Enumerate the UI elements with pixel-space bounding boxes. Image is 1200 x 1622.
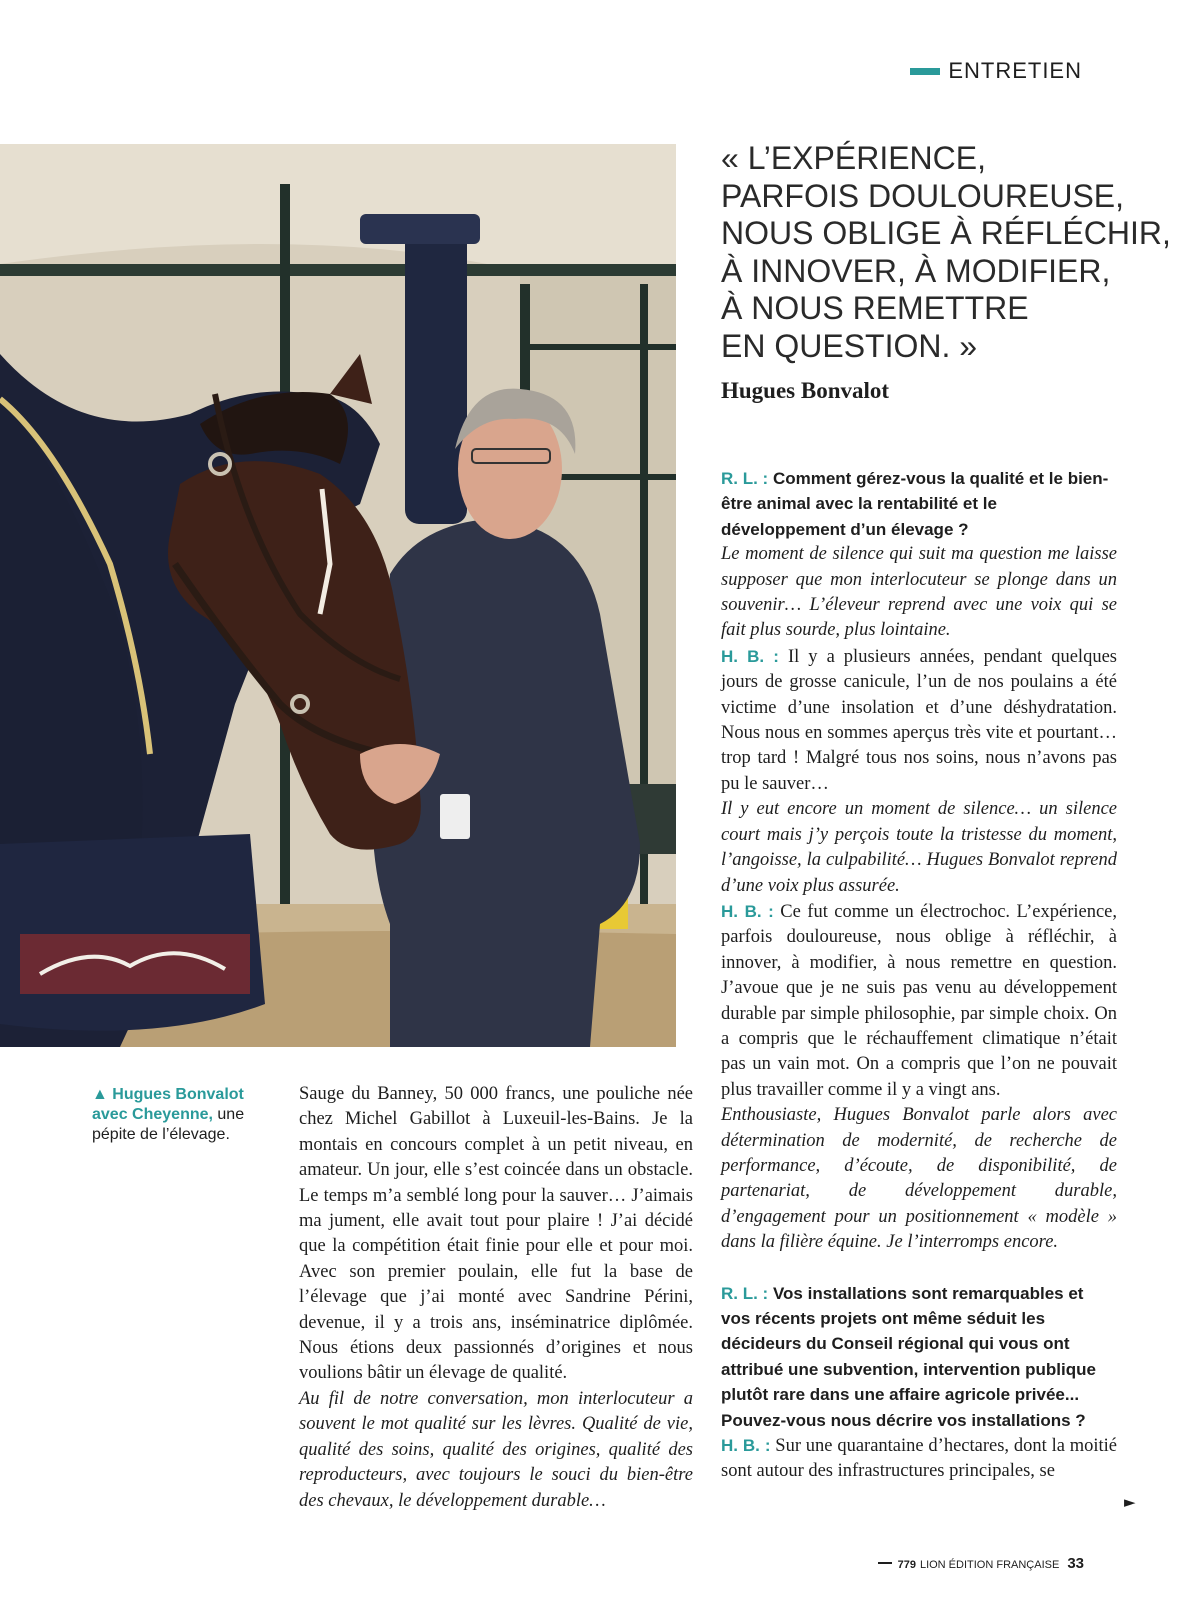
page-footer [878,1555,1084,1572]
interview-answer [721,644,1117,797]
speaker-label: H. B. : [721,646,779,666]
italic-paragraph: Au fil de notre conversation, mon interlocuteur a souvent le mot qualité sur les lèvres. Qualité de vie, qualité des soins, qualité des origines, qualité des reproducteurs, avec toujours le souci du bien-être des chevaux, le développement durable… [299,1388,693,1511]
pull-quote-author: Hugues Bonvalot [721,378,890,403]
photo-caption [92,1085,272,1145]
pull-quote-line: À INNOVER, À MODIFIER, [721,252,1111,289]
continue-arrow-icon: ► [1124,1493,1136,1511]
answer-text: Ce fut comme un électrochoc. L’expérience, parfois douloureuse, nous oblige à réfléchir, à innover, à modifier, à nous remettre en question. J’avoue que je ne suis pas venu au développement durable par simple philosophie, par simple choix. On a compris que le réchauffement climatique n’était pas un vain mot. On a compris que l’on ne pouvait plus travailler comme il y a vingt ans. [721,901,1118,1100]
footer-magazine-name: LION ÉDITION FRANÇAISE [919,1559,1060,1571]
page-number: 33 [1067,1555,1084,1572]
caption-text: une pépite de l’élevage. [92,1106,245,1143]
interview-answer [721,1433,1117,1485]
pull-quote-line: « L’EXPÉRIENCE, [721,140,986,176]
paragraph: Sauge du Banney, 50 000 francs, une pouliche née chez Michel Gabillot à Luxeuil-les-Bains. Je la montais en concours complet à un petit niveau, en amateur. Un jour, elle s’est coincée dans un obstacle. Le temps m’a semblé long pour la sauver… J’aimais ma jument, elle avait tout pour plaire ! J’ai décidé que la compétition était finie pour elle et pour moi. Avec son premier poulain, elle fut la base de l’élevage que j’ai monté avec Sandrine Périni, devenue, il y a trois ans, inséminatrice diplômée. Nous étions deux passionnés d’origines et nous voulions bâtir un élevage de qualité. [299,1084,693,1384]
pull-quote-line: NOUS OBLIGE À RÉFLÉCHIR, [721,215,1171,251]
pull-quote-line: PARFOIS DOULOUREUSE, [721,177,1125,214]
caption-up-arrow-icon: ▲ [92,1086,108,1103]
footer-issue-number: 779 [897,1559,916,1571]
italic-paragraph: Le moment de silence qui suit ma question me laisse supposer que mon interlocuteur se plonge dans un souvenir… L’éleveur reprend avec une voix qui se fait plus sourde, plus lointaine. [721,544,1117,641]
italic-paragraph: Enthousiaste, Hugues Bonvalot parle alors avec détermination de modernité, de recherche de performance, d’écoute, de disponibilité, de partenariat, de développement durable, d’engagement pour un positionnement « modèle » dans la filière équine. Je l’interromps encore. [721,1105,1117,1253]
answer-text: Sur une quarantaine d’hectares, dont la moitié sont autour des infrastructures principales, se [721,1436,1117,1482]
article-photo [0,144,676,1047]
section-tag [910,58,1082,84]
article-column-right [721,466,1117,1485]
photo-illustration [0,144,676,1047]
interview-question [721,466,1117,542]
speaker-label: H. B. : [721,901,774,921]
question-text: Vos installations sont remarquables et vos récents projets ont même séduit les décideurs du Conseil régional qui vous ont attribué une subvention, intervention publique plutôt rare dans une affaire agricole privée... Pouvez-vous nous décrire vos installations ? [721,1283,1096,1430]
interview-question [721,1281,1117,1433]
pull-quote [721,140,1171,365]
section-label: ENTRETIEN [948,58,1082,83]
speaker-label: R. L. : [721,1283,769,1303]
speaker-label: H. B. : [721,1436,771,1456]
italic-paragraph: Il y eut encore un moment de silence… un silence court mais j’y perçois toute la tristesse du moment, l’angoisse, la culpabilité… Hugues Bonvalot reprend d’une voix plus assurée. [721,799,1117,896]
footer-dash [878,1562,892,1564]
caption-bold: Hugues Bonvalot avec Cheyenne, [92,1086,244,1123]
section-accent-bar [910,68,940,75]
pull-quote-line: À NOUS REMETTRE [721,290,1029,326]
speaker-label: R. L. : [721,469,769,488]
question-text: Comment gérez-vous la qualité et le bien-être animal avec la rentabilité et le développement d’un élevage ? [721,469,1109,539]
interview-answer [721,899,1117,1103]
pull-quote-line: EN QUESTION. » [721,327,978,364]
answer-text: Il y a plusieurs années, pendant quelques jours de grosse canicule, l’un de nos poulains a été victime d’une insolation et d’une déshydratation. Nous nous en sommes aperçus très vite et pourtant… trop tard ! Malgré tous nos soins, nous n’avons pas pu le sauver… [721,646,1117,794]
article-column-middle [299,1082,693,1514]
